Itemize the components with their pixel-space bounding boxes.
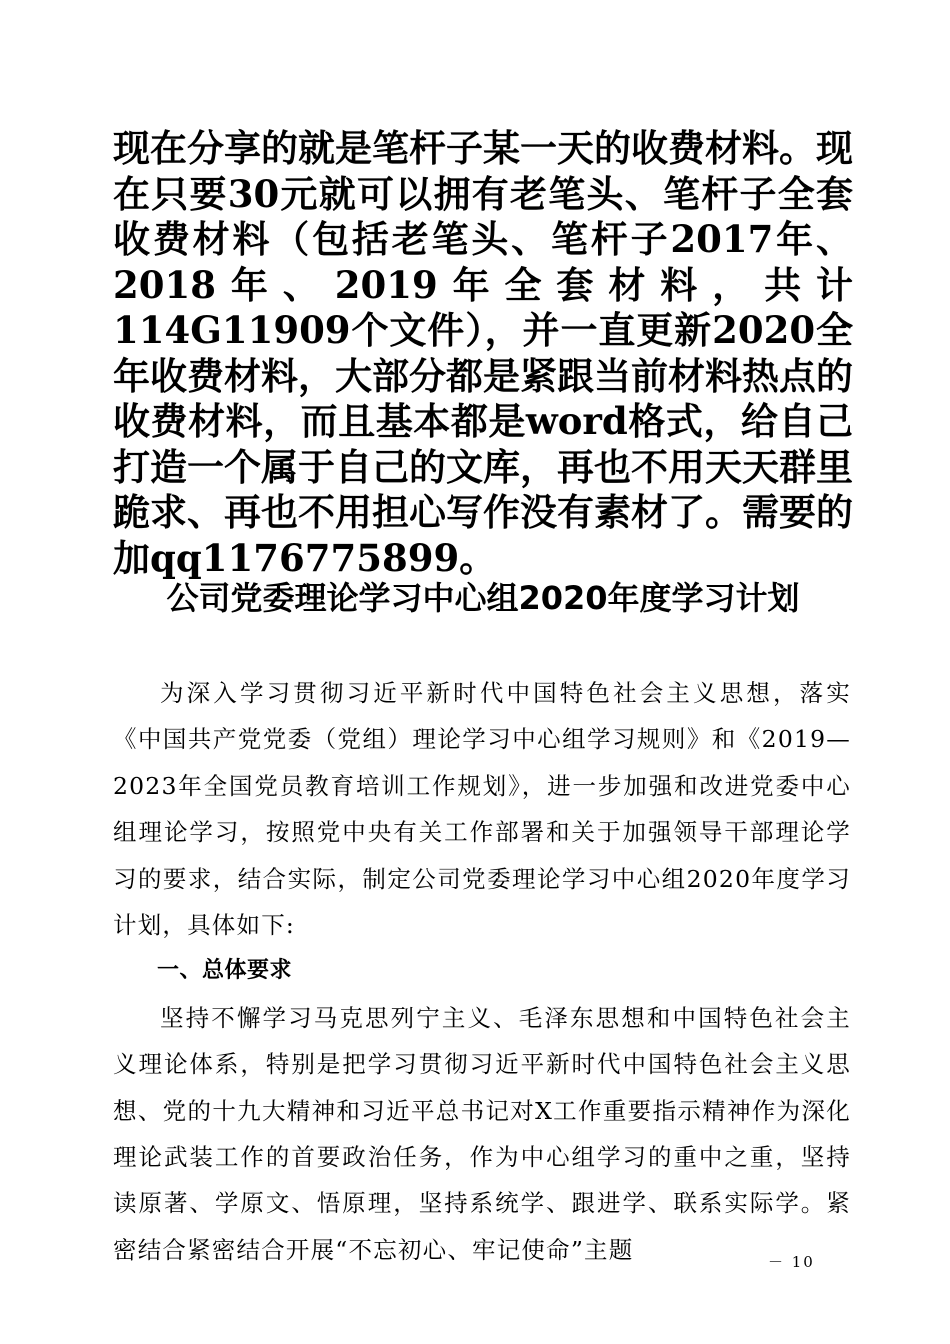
section-paragraph: 坚持不懈学习马克思列宁主义、毛泽东思想和中国特色社会主义理论体系，特别是把学习贯彻习近平新时代中国特色社会主义思想、党的十九大精神和习近平总书记对X工作重要指示精神作为深化理论武装工作的首要政治任务，作为中心组学习的重中之重，坚持读原著、学原文、悟原理，坚持系统学、跟进学、联系实际学。紧密结合紧密结合开展“不忘初心、牢记使命”主题 (113, 1003, 851, 1264)
promo-paragraph: 现在分享的就是笔杆子某一天的收费材料。现在只要30元就可以拥有老笔头、笔杆子全套收费材料（包括老笔头、笔杆子2017年、2018年、2019年全套材料，共计114G11909个文件），并一直更新2020全年收费材料，大部分都是紧跟当前材料热点的收费材料，而且基本都是word格式，给自己打造一个属于自己的文库，再也不用天天群里跪求、再也不用担心写作没有素材了。需要的加qq1176775899。 (113, 126, 853, 580)
page-number: － 10 (768, 1253, 815, 1271)
document-title: 公司党委理论学习中心组2020年度学习计划 (166, 579, 800, 617)
document-body (113, 670, 851, 1273)
intro-paragraph: 为深入学习贯彻习近平新时代中国特色社会主义思想，落实《中国共产党党委（党组）理论学习中心组学习规则》和《2019—2023年全国党员教育培训工作规划》，进一步加强和改进党委中心组理论学习，按照党中央有关工作部署和关于加强领导干部理论学习的要求，结合实际，制定公司党委理论学习中心组2020年度学习计划，具体如下: (113, 679, 851, 940)
section-heading: 一、总体要求 (157, 958, 293, 984)
